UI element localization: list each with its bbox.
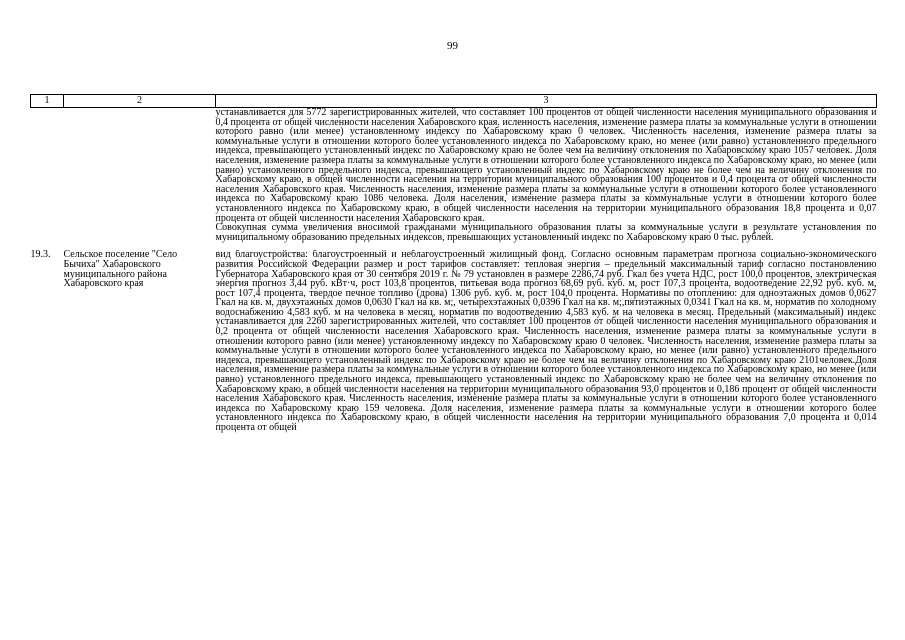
row-number: 19.3. [30, 250, 51, 261]
column-header-2: 2 [64, 95, 216, 108]
document-table [30, 94, 877, 433]
continuation-text-cell [216, 108, 877, 243]
table-row-continuation [31, 108, 877, 243]
column-header-1: 1 [31, 95, 64, 108]
page-number: 99 [447, 40, 458, 52]
table-row [31, 250, 877, 432]
continuation-name-cell [64, 108, 216, 243]
settlement-name: Сельское поселение "Село Бычиха" Хабаровского муниципального района Хабаровского края [63, 250, 178, 290]
column-header-3: 3 [216, 95, 877, 108]
continuation-paragraph: устанавливается для 5772 зарегистрированных жителей, что составляет 100 процентов от общей численности населения муниципального образования и 0,4 процента от общей численности населения Хабаровского края. исленность населения, изменение размера платы за коммунальные услуги в отношении которого равно (или менее) установленному индексу по Хабаровскому краю 0 человек. Численность населения, изменение размера платы за коммунальные услуги в отношении которого более установленного индекса по Хабаровскому краю, но менее (или равно) установленного предельного индекса, превышающего установленный индекс по Хабаровскому краю не более чем на величину отклонения по Хабаровскому краю 1057 человек. Доля населения, изменение размера платы за коммунальные услуги в отношении которого более установленного индекса по Хабаровскому краю, но менее (или равно) установленного предельного индекса, превышающего установленный индекс по Хабаровскому краю не более чем на величину отклонения по Хабаровскому краю, в общей численности населения на территории муниципального образования 100 процентов и 0,4 процента от общей численности населения Хабаровского края. Численность населения, изменение размера платы за коммунальные услуги в отношении которого более установленного индекса по Хабаровскому краю 1086 человека. Доля населения, изменение размера платы за коммунальные услуги в отношении которого более установленного индекса по Хабаровскому краю, в общей численности населения на территории муниципального образования 18,8 процента и 0,07 процента от общей численности населения Хабаровского края. [215, 107, 877, 224]
row-spacer [31, 242, 877, 250]
continuation-number-cell [31, 108, 64, 243]
continuation-paragraph: Совокупная сумма увеличения вносимой гражданами муниципального образования платы за коммунальные услуги в результате установления по муниципальному образованию предельных индексов, превышающих установленный индекс по Хабаровскому краю 0 тыс. рублей. [215, 222, 877, 243]
row-paragraph: вид благоустройства: благоустроенный и неблагоустроенный жилищный фонд. Согласно основным параметрам прогноза социально-экономического развития Российской Федерации размер и рост тарифов составляет: тепловая энергия – предельный максимальный тариф согласно постановлению Губернатора Хабаровского края от 30 сентября 2019 г. № 79 установлен в размере 2286,74 руб. Гкал без учета НДС, рост 100,0 процентов, электрическая энергия прогноз 3,44 руб. кВт·ч, рост 103,8 процентов, питьевая вода прогноз 68,69 руб. куб. м, рост 107,3 процента, водоотведение 22,92 руб. куб. м, рост 107,4 процента, твердое печное топливо (дрова) 1306 руб. куб. м, рост 104,0 процента. Нормативы по отоплению: для одноэтажных домов 0,0627 Гкал на кв. м, двухэтажных домов 0,0630 Гкал на кв. м;, четырехэтажных 0,0396 Гкал на кв. м;,пятиэтажных 0,0341 Гкал на кв. м, норматив по холодному водоснабжению 4,583 куб. м на человека в месяц, норматив по водоотведению 4,583 куб. м на человека в месяц. Предельный (максимальный) индекс устанавливается для 2260 зарегистрированных жителей, что составляет 100 процентов от общей численности населения муниципального образования и 0,2 процента от общей численности населения Хабаровского края. Численность населения, изменение размера платы за коммунальные услуги в отношении которого равно (или менее) установленному индексу по Хабаровскому краю 0 человек. Численность населения, изменение размера платы за коммунальные услуги в отношении которого более установленного индекса по Хабаровскому краю, но менее (или равно) установленного предельного индекса, превышающего установленный индекс по Хабаровскому краю не более чем на величину отклонения по Хабаровскому краю 2101человек.Доля населения, изменение размера платы за коммунальные услуги в отношении которого более установленного индекса по Хабаровскому краю, но менее (или равно) установленного предельного индекса, превышающего установленный индекс по Хабаровскому краю не более чем на величину отклонения по Хабаровскому краю, в общей численности населения на территории муниципального образования 93,0 процентов и 0,186 процент от общей численности населения Хабаровского края. Численность населения, изменение размера платы за коммунальные услуги в отношении которого более установленного индекса по Хабаровскому краю 159 человека. Доля населения, изменение размера платы за коммунальные услуги в отношении которого более установленного индекса по Хабаровскому краю, в общей численности населения на территории муниципального образования 7,0 процента и 0,014 процента от общей [215, 250, 877, 433]
table-header-row [31, 95, 877, 108]
row-text [216, 250, 877, 432]
